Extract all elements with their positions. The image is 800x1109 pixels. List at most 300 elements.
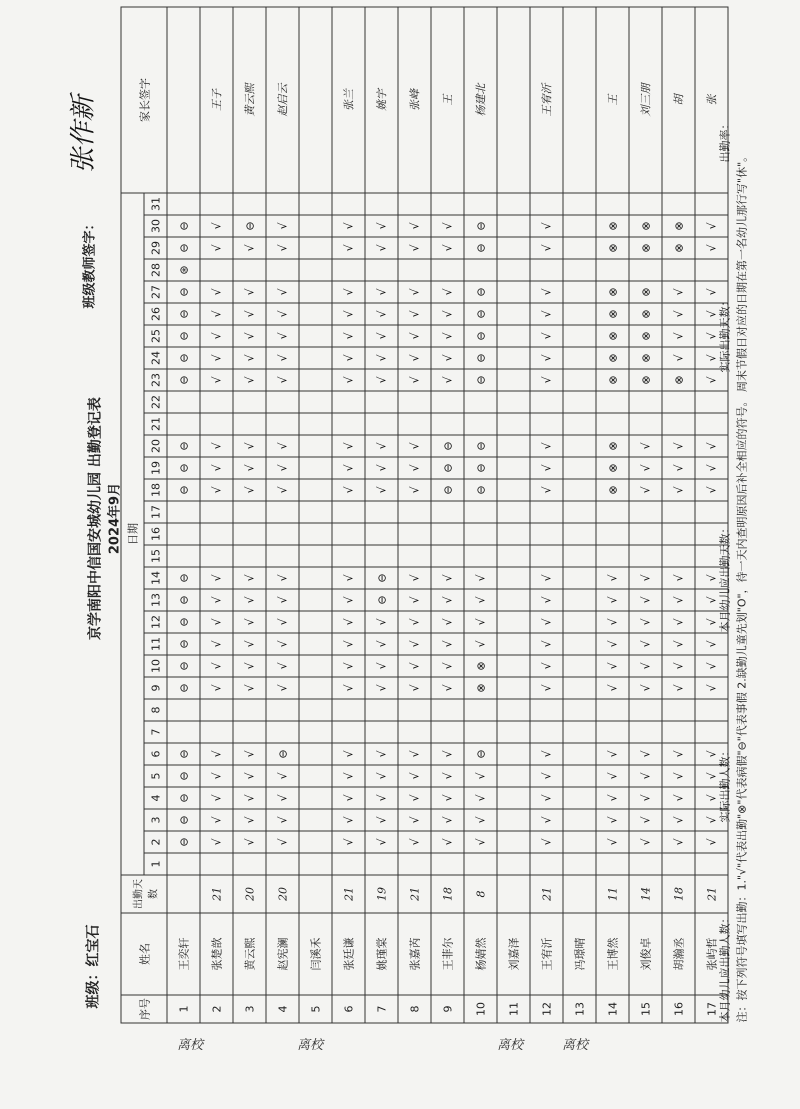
day-mark-cell: √ xyxy=(431,831,464,853)
day-mark-cell xyxy=(563,215,596,237)
day-mark-cell xyxy=(299,809,332,831)
day-header-28: 28 xyxy=(144,259,167,281)
day-mark-cell: ⊗ xyxy=(596,237,629,259)
day-header-18: 18 xyxy=(144,479,167,501)
day-mark-cell: √ xyxy=(398,435,431,457)
day-mark-cell xyxy=(563,391,596,413)
day-mark-cell: √ xyxy=(266,435,299,457)
day-mark-cell: ⊖ xyxy=(167,215,200,237)
day-mark-cell: √ xyxy=(662,589,695,611)
day-mark-cell xyxy=(563,369,596,391)
day-mark-cell xyxy=(563,325,596,347)
day-mark-cell xyxy=(530,501,563,523)
day-mark-cell xyxy=(200,259,233,281)
table-row xyxy=(332,7,365,1023)
day-mark-cell xyxy=(200,501,233,523)
attend-days-header: 出勤天数 xyxy=(121,875,167,913)
day-header-7: 7 xyxy=(144,721,167,743)
seq-cell: 5 xyxy=(299,995,332,1023)
day-mark-cell xyxy=(497,545,530,567)
day-mark-cell xyxy=(266,853,299,875)
day-mark-cell xyxy=(563,721,596,743)
day-mark-cell: √ xyxy=(662,479,695,501)
day-mark-cell: √ xyxy=(266,457,299,479)
day-mark-cell xyxy=(497,831,530,853)
day-mark-cell xyxy=(596,391,629,413)
attend-days-cell xyxy=(167,875,200,913)
day-mark-cell: √ xyxy=(629,567,662,589)
footer-expected-days: 本月幼儿应出勤天数： xyxy=(718,522,732,633)
day-header-1: 1 xyxy=(144,853,167,875)
day-mark-cell: √ xyxy=(233,567,266,589)
day-mark-cell xyxy=(530,853,563,875)
day-mark-cell xyxy=(431,413,464,435)
day-mark-cell: √ xyxy=(365,677,398,699)
day-mark-cell: √ xyxy=(464,831,497,853)
parent-sign-cell: 胡 xyxy=(662,7,695,193)
day-mark-cell xyxy=(365,853,398,875)
day-mark-cell: √ xyxy=(200,831,233,853)
day-mark-cell: √ xyxy=(398,303,431,325)
day-mark-cell: √ xyxy=(200,303,233,325)
day-mark-cell: √ xyxy=(596,809,629,831)
day-mark-cell: √ xyxy=(596,611,629,633)
day-mark-cell xyxy=(266,259,299,281)
parent-sign-cell xyxy=(563,7,596,193)
day-mark-cell xyxy=(233,699,266,721)
day-mark-cell: √ xyxy=(332,809,365,831)
day-mark-cell: √ xyxy=(695,281,728,303)
day-mark-cell xyxy=(497,215,530,237)
day-header-16: 16 xyxy=(144,523,167,545)
day-mark-cell: √ xyxy=(332,567,365,589)
day-mark-cell: √ xyxy=(464,611,497,633)
day-mark-cell: √ xyxy=(332,281,365,303)
day-mark-cell: √ xyxy=(464,809,497,831)
parent-sign-cell: 刘三朋 xyxy=(629,7,662,193)
name-cell: 姚瑾棠 xyxy=(365,913,398,995)
day-mark-cell: √ xyxy=(596,655,629,677)
day-mark-cell xyxy=(233,501,266,523)
day-mark-cell xyxy=(464,391,497,413)
day-mark-cell: √ xyxy=(695,655,728,677)
day-mark-cell: √ xyxy=(266,369,299,391)
day-mark-cell xyxy=(299,765,332,787)
day-mark-cell: √ xyxy=(431,809,464,831)
parent-sign-cell: 张 xyxy=(695,7,728,193)
day-mark-cell: ⊖ xyxy=(464,457,497,479)
day-mark-cell xyxy=(233,391,266,413)
day-mark-cell: √ xyxy=(662,281,695,303)
day-header-26: 26 xyxy=(144,303,167,325)
table-row xyxy=(431,7,464,1023)
day-mark-cell: √ xyxy=(530,347,563,369)
day-mark-cell: √ xyxy=(530,787,563,809)
day-mark-cell: √ xyxy=(365,831,398,853)
day-mark-cell: √ xyxy=(695,589,728,611)
day-mark-cell: √ xyxy=(233,787,266,809)
day-mark-cell: √ xyxy=(365,787,398,809)
day-mark-cell xyxy=(530,391,563,413)
day-mark-cell: ⊗ xyxy=(629,325,662,347)
day-mark-cell xyxy=(299,523,332,545)
day-mark-cell xyxy=(365,501,398,523)
day-mark-cell xyxy=(563,655,596,677)
day-mark-cell xyxy=(497,325,530,347)
day-mark-cell: √ xyxy=(398,281,431,303)
day-mark-cell: ⊖ xyxy=(464,347,497,369)
attend-days-cell: 11 xyxy=(596,875,629,913)
day-mark-cell: ⊖ xyxy=(167,457,200,479)
day-mark-cell xyxy=(563,347,596,369)
day-mark-cell: √ xyxy=(662,809,695,831)
day-mark-cell xyxy=(398,699,431,721)
day-mark-cell: √ xyxy=(530,435,563,457)
day-header-19: 19 xyxy=(144,457,167,479)
day-mark-cell: √ xyxy=(332,369,365,391)
day-mark-cell: ⊗ xyxy=(596,215,629,237)
footer-actual-count: 实际出勤人数： xyxy=(718,745,732,823)
day-mark-cell: √ xyxy=(662,325,695,347)
day-mark-cell: √ xyxy=(266,633,299,655)
table-row xyxy=(563,7,596,1023)
day-mark-cell xyxy=(464,259,497,281)
day-mark-cell xyxy=(497,303,530,325)
day-mark-cell: √ xyxy=(233,633,266,655)
day-mark-cell xyxy=(431,391,464,413)
day-mark-cell xyxy=(497,281,530,303)
day-mark-cell: √ xyxy=(365,633,398,655)
day-mark-cell xyxy=(299,567,332,589)
day-mark-cell: √ xyxy=(530,655,563,677)
day-mark-cell: √ xyxy=(629,655,662,677)
day-mark-cell: √ xyxy=(266,809,299,831)
day-header-6: 6 xyxy=(144,743,167,765)
day-mark-cell xyxy=(530,545,563,567)
day-mark-cell: √ xyxy=(266,303,299,325)
day-mark-cell xyxy=(299,303,332,325)
name-cell: 闫溪禾 xyxy=(299,913,332,995)
day-mark-cell: √ xyxy=(233,677,266,699)
seq-cell: 6 xyxy=(332,995,365,1023)
parent-sign-cell: 王子 xyxy=(200,7,233,193)
day-mark-cell: √ xyxy=(530,589,563,611)
day-mark-cell xyxy=(497,677,530,699)
parent-sign-cell: 王宥沂 xyxy=(530,7,563,193)
day-mark-cell: √ xyxy=(365,281,398,303)
day-mark-cell xyxy=(563,633,596,655)
day-mark-cell: √ xyxy=(398,215,431,237)
parent-sign-cell: 王 xyxy=(431,7,464,193)
day-mark-cell xyxy=(629,853,662,875)
day-mark-cell: √ xyxy=(530,369,563,391)
attend-days-cell: 21 xyxy=(530,875,563,913)
seq-cell: 8 xyxy=(398,995,431,1023)
day-mark-cell xyxy=(662,391,695,413)
day-mark-cell: ⊖ xyxy=(464,435,497,457)
day-mark-cell: √ xyxy=(266,677,299,699)
day-mark-cell: √ xyxy=(332,743,365,765)
day-mark-cell: √ xyxy=(398,347,431,369)
day-mark-cell: √ xyxy=(332,215,365,237)
day-mark-cell: ⊖ xyxy=(167,281,200,303)
day-mark-cell: ⊖ xyxy=(365,589,398,611)
day-mark-cell xyxy=(299,853,332,875)
day-mark-cell xyxy=(299,479,332,501)
day-header-23: 23 xyxy=(144,369,167,391)
day-mark-cell: √ xyxy=(464,765,497,787)
day-mark-cell: √ xyxy=(398,787,431,809)
day-mark-cell xyxy=(497,347,530,369)
day-mark-cell xyxy=(365,699,398,721)
attend-days-cell: 20 xyxy=(233,875,266,913)
day-mark-cell xyxy=(563,501,596,523)
parent-sign-cell: 杨建北 xyxy=(464,7,497,193)
day-mark-cell xyxy=(563,589,596,611)
day-mark-cell xyxy=(563,237,596,259)
name-cell: 王菲尔 xyxy=(431,913,464,995)
day-mark-cell: ⊖ xyxy=(167,237,200,259)
day-mark-cell xyxy=(629,501,662,523)
day-mark-cell: √ xyxy=(662,347,695,369)
day-mark-cell: √ xyxy=(695,567,728,589)
day-mark-cell: √ xyxy=(398,809,431,831)
day-mark-cell: √ xyxy=(629,479,662,501)
day-mark-cell: √ xyxy=(464,633,497,655)
day-mark-cell xyxy=(266,523,299,545)
day-mark-cell: √ xyxy=(233,435,266,457)
day-mark-cell: ⊖ xyxy=(167,369,200,391)
day-mark-cell xyxy=(200,413,233,435)
day-mark-cell xyxy=(167,501,200,523)
day-mark-cell: √ xyxy=(530,567,563,589)
name-cell: 张楚歆 xyxy=(200,913,233,995)
day-mark-cell: √ xyxy=(398,567,431,589)
day-mark-cell xyxy=(497,479,530,501)
day-header-8: 8 xyxy=(144,699,167,721)
day-mark-cell xyxy=(596,501,629,523)
day-mark-cell xyxy=(497,501,530,523)
day-mark-cell xyxy=(299,347,332,369)
day-mark-cell: √ xyxy=(266,589,299,611)
day-mark-cell xyxy=(299,457,332,479)
sheet-title: 京学南阳中信国安城幼儿园 出勤登记表 xyxy=(87,397,104,640)
day-mark-cell xyxy=(563,699,596,721)
day-mark-cell xyxy=(662,413,695,435)
day-mark-cell xyxy=(431,523,464,545)
day-mark-cell: ⊗ xyxy=(596,347,629,369)
table-row xyxy=(365,7,398,1023)
day-mark-cell: √ xyxy=(629,457,662,479)
day-mark-cell: √ xyxy=(431,567,464,589)
attend-days-cell xyxy=(497,875,530,913)
day-mark-cell: √ xyxy=(233,325,266,347)
day-mark-cell: ⊗ xyxy=(596,435,629,457)
day-mark-cell xyxy=(563,743,596,765)
day-mark-cell: √ xyxy=(662,765,695,787)
day-mark-cell: √ xyxy=(431,237,464,259)
day-mark-cell: √ xyxy=(398,633,431,655)
day-mark-cell xyxy=(563,765,596,787)
day-header-2: 2 xyxy=(144,831,167,853)
day-mark-cell xyxy=(662,523,695,545)
day-mark-cell: √ xyxy=(431,369,464,391)
day-mark-cell xyxy=(497,699,530,721)
seq-cell: 4 xyxy=(266,995,299,1023)
day-mark-cell: √ xyxy=(662,831,695,853)
day-mark-cell: √ xyxy=(695,479,728,501)
day-header-29: 29 xyxy=(144,237,167,259)
day-mark-cell: √ xyxy=(695,215,728,237)
day-mark-cell: √ xyxy=(365,347,398,369)
day-mark-cell: √ xyxy=(398,611,431,633)
day-mark-cell: √ xyxy=(332,611,365,633)
day-mark-cell xyxy=(299,215,332,237)
day-mark-cell: √ xyxy=(596,589,629,611)
day-mark-cell: √ xyxy=(200,237,233,259)
day-mark-cell xyxy=(629,413,662,435)
name-cell: 刘嘉泽 xyxy=(497,913,530,995)
day-mark-cell xyxy=(332,853,365,875)
name-cell: 张廷谦 xyxy=(332,913,365,995)
day-mark-cell: √ xyxy=(200,325,233,347)
margin-note-2: 离校 xyxy=(296,1037,324,1053)
day-mark-cell xyxy=(662,193,695,215)
day-mark-cell xyxy=(332,545,365,567)
day-mark-cell: ⊖ xyxy=(167,831,200,853)
day-mark-cell xyxy=(563,611,596,633)
day-mark-cell: √ xyxy=(398,677,431,699)
attend-days-cell: 21 xyxy=(695,875,728,913)
day-mark-cell xyxy=(398,193,431,215)
day-mark-cell: √ xyxy=(530,677,563,699)
day-mark-cell xyxy=(167,413,200,435)
day-mark-cell xyxy=(497,853,530,875)
seq-cell: 10 xyxy=(464,995,497,1023)
day-mark-cell xyxy=(662,259,695,281)
day-header-31: 31 xyxy=(144,193,167,215)
day-mark-cell: √ xyxy=(266,237,299,259)
day-mark-cell xyxy=(563,853,596,875)
day-mark-cell xyxy=(233,853,266,875)
day-mark-cell xyxy=(299,611,332,633)
day-mark-cell xyxy=(497,259,530,281)
day-mark-cell: ⊖ xyxy=(167,303,200,325)
day-mark-cell: √ xyxy=(332,479,365,501)
day-mark-cell xyxy=(299,369,332,391)
parent-sign-cell: 赵启云 xyxy=(266,7,299,193)
day-mark-cell: √ xyxy=(398,655,431,677)
day-mark-cell xyxy=(365,391,398,413)
day-mark-cell xyxy=(398,501,431,523)
name-cell: 胡瀚丞 xyxy=(662,913,695,995)
day-mark-cell: √ xyxy=(695,369,728,391)
day-mark-cell xyxy=(530,413,563,435)
day-mark-cell: √ xyxy=(662,611,695,633)
day-mark-cell: √ xyxy=(695,765,728,787)
day-mark-cell xyxy=(497,237,530,259)
day-mark-cell: √ xyxy=(266,765,299,787)
day-mark-cell xyxy=(266,501,299,523)
class-label-text: 班级： xyxy=(85,966,102,1009)
day-mark-cell: √ xyxy=(431,787,464,809)
day-mark-cell xyxy=(365,413,398,435)
day-mark-cell xyxy=(497,743,530,765)
day-mark-cell: ⊖ xyxy=(464,743,497,765)
day-mark-cell xyxy=(563,413,596,435)
attend-days-cell: 18 xyxy=(662,875,695,913)
footer-actual-days: 实际出勤天数： xyxy=(718,295,732,373)
table-row xyxy=(497,7,530,1023)
day-mark-cell xyxy=(398,853,431,875)
day-mark-cell xyxy=(167,699,200,721)
day-mark-cell: √ xyxy=(332,457,365,479)
day-mark-cell xyxy=(563,677,596,699)
day-mark-cell: √ xyxy=(200,369,233,391)
day-mark-cell xyxy=(596,853,629,875)
day-mark-cell: √ xyxy=(629,435,662,457)
day-mark-cell: √ xyxy=(629,589,662,611)
day-mark-cell: √ xyxy=(398,743,431,765)
day-header-5: 5 xyxy=(144,765,167,787)
day-mark-cell: ⊗ xyxy=(464,677,497,699)
day-mark-cell xyxy=(332,721,365,743)
day-mark-cell xyxy=(497,655,530,677)
day-mark-cell xyxy=(596,545,629,567)
day-mark-cell: √ xyxy=(266,347,299,369)
day-mark-cell xyxy=(299,281,332,303)
footer-summary xyxy=(717,119,733,1023)
day-header-10: 10 xyxy=(144,655,167,677)
seq-cell: 16 xyxy=(662,995,695,1023)
day-mark-cell xyxy=(200,193,233,215)
footer-rate: 出勤率： xyxy=(718,118,732,163)
day-mark-cell xyxy=(233,721,266,743)
day-mark-cell xyxy=(332,523,365,545)
day-mark-cell: √ xyxy=(233,831,266,853)
day-mark-cell xyxy=(398,391,431,413)
day-header-12: 12 xyxy=(144,611,167,633)
day-mark-cell: √ xyxy=(464,589,497,611)
day-mark-cell: √ xyxy=(200,655,233,677)
day-mark-cell: √ xyxy=(695,677,728,699)
day-mark-cell: √ xyxy=(431,347,464,369)
day-mark-cell xyxy=(563,193,596,215)
day-mark-cell xyxy=(563,435,596,457)
day-mark-cell xyxy=(200,545,233,567)
day-mark-cell xyxy=(266,699,299,721)
day-mark-cell: √ xyxy=(332,237,365,259)
day-mark-cell xyxy=(563,479,596,501)
day-mark-cell xyxy=(233,545,266,567)
day-header-15: 15 xyxy=(144,545,167,567)
day-mark-cell xyxy=(497,765,530,787)
day-mark-cell: √ xyxy=(530,215,563,237)
day-mark-cell: √ xyxy=(530,479,563,501)
seq-cell: 15 xyxy=(629,995,662,1023)
day-mark-cell xyxy=(563,457,596,479)
day-mark-cell: √ xyxy=(431,215,464,237)
day-mark-cell: √ xyxy=(200,809,233,831)
day-mark-cell: √ xyxy=(200,633,233,655)
seq-cell: 3 xyxy=(233,995,266,1023)
day-mark-cell xyxy=(266,413,299,435)
day-mark-cell: √ xyxy=(365,479,398,501)
day-mark-cell: √ xyxy=(332,655,365,677)
day-mark-cell xyxy=(167,721,200,743)
name-cell: 张嘉芮 xyxy=(398,913,431,995)
day-mark-cell: √ xyxy=(662,633,695,655)
